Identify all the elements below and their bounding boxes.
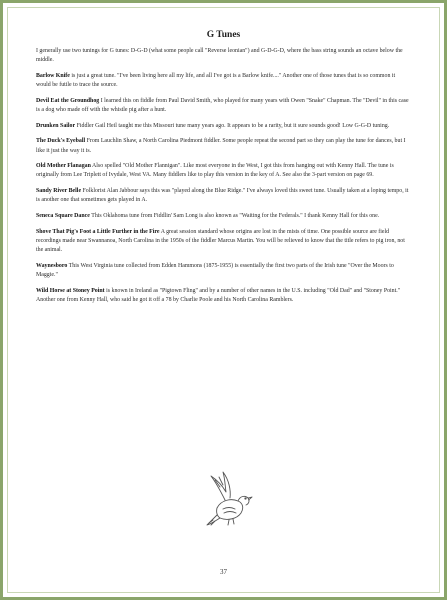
- tune-name: Barlow Knife: [36, 72, 70, 79]
- tune-description: I learned this on fiddle from Paul David Smith, who played for many years with Owen "Snake" Chapman. The "Devil" in this case is a dog who made off with the whistle pig after a hunt.: [36, 97, 409, 113]
- tune-entry: [36, 228, 411, 255]
- tune-description: This Oklahoma tune from Fiddlin' Sam Long is also known as "Waiting for the Federals." I thank Kenny Hall for this one.: [89, 212, 380, 219]
- tune-name: The Duck's Eyeball: [36, 138, 86, 145]
- tune-name: Seneca Square Dance: [36, 212, 90, 219]
- tune-name: Wild Horse at Stoney Point: [36, 287, 105, 294]
- tune-entry: [36, 287, 411, 305]
- tune-description: Also spelled "Old Mother Flannigan". Like most everyone in the West, I got this from hanging out with Kenny Hall. The tune is originally from Lee Triplett of Ivydale, West VA. Many fiddlers like to play this version in the key of A. See also the 3-part version on page 69.: [36, 163, 394, 179]
- tune-entry: [36, 72, 411, 90]
- tune-entry: [36, 122, 411, 131]
- tune-name: Waynesboro: [36, 262, 68, 269]
- tune-entry: [36, 262, 411, 280]
- page-content: [36, 47, 411, 311]
- tune-description: is known in Ireland as "Pigtown Fling" and by a number of other names in the U.S. including "Old Dad" and "Stoney Point." Another one from Kenny Hall, who said he got it off a 78 by Charlie Poole and his North Carolina Ramblers.: [36, 287, 401, 303]
- page-number: 37: [220, 568, 227, 576]
- tune-entry: [36, 97, 411, 115]
- tune-entry: [36, 162, 411, 180]
- tune-entry: [36, 137, 411, 155]
- tune-name: Drunken Sailor: [36, 122, 76, 129]
- tune-description: From Lauchlin Shaw, a North Carolina Piedmont fiddler. Some people repeat the second part so they can play the tune for dances, but I like it just the way it is.: [36, 138, 406, 154]
- tune-entry: [36, 212, 411, 221]
- tune-entry: [36, 187, 411, 205]
- tune-description: Folklorist Alan Jabbour says this was "played along the Blue Ridge." I've always loved this sweet tune. Usually taken at a loping tempo, it is another one that sometimes gets played in A.: [36, 188, 409, 204]
- tune-description: This West Virginia tune collected from Edden Hammons (1875-1955) is essentially the first two parts of the Irish tune "Over the Moors to Maggie.": [36, 262, 394, 278]
- tune-name: Shove That Pig's Foot a Little Further in the Fire: [36, 228, 160, 235]
- intro-paragraph: I generally use two tunings for G tunes: D-G-D (what some people call "Reverse leonian") and G-D-G-D, where the bass string sounds an octave below the middle.: [36, 48, 403, 64]
- tune-description: is just a great tune. "I've been living here all my life, and all I've got is a Barlow knife...." Another one of those tunes that is so common it would be futile to trace the source.: [36, 72, 396, 89]
- tune-name: Old Mother Flanagan: [36, 163, 91, 170]
- tune-name: Devil Eat the Groundhog: [36, 97, 100, 104]
- bird-illustration-icon: [203, 468, 253, 528]
- tune-description: A great session standard whose origins are lost in the mists of time. One possible source are field recordings made near Swannanoa, North Carolina in the 1950s of the fiddler Marcus Martin. You will be relieved to know that the title refers to pig iron, not the animal.: [36, 228, 405, 253]
- page-title: G Tunes: [206, 30, 241, 40]
- tune-name: Sandy River Belle: [36, 188, 82, 195]
- tune-description: Fiddler Gail Heil taught me this Missouri tune many years ago. It appears to be a rarity, but it sure sounds good! Low G-G-D tuning.: [75, 122, 390, 129]
